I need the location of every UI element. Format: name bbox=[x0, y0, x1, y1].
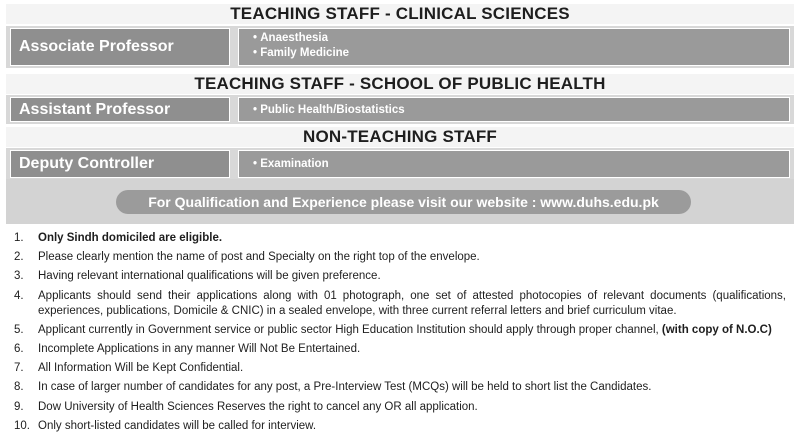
specialty-item: • Public Health/Biostatistics bbox=[253, 103, 789, 118]
specialty-item: • Anaesthesia bbox=[253, 31, 789, 46]
job-advertisement bbox=[6, 0, 794, 445]
list-item bbox=[14, 361, 786, 376]
list-item bbox=[14, 269, 786, 284]
position-row bbox=[6, 148, 794, 180]
section-title-non-teaching-staff: NON-TEACHING STAFF bbox=[6, 127, 794, 147]
specialty-item: • Examination bbox=[253, 157, 789, 172]
item-number: 8. bbox=[14, 381, 24, 394]
section-title-school-of-public-health: TEACHING STAFF - SCHOOL OF PUBLIC HEALTH bbox=[6, 74, 794, 94]
position-row bbox=[6, 95, 794, 124]
website-banner: For Qualification and Experience please visit our website : www.duhs.edu.pk bbox=[116, 190, 691, 214]
list-item bbox=[14, 323, 786, 338]
specialty-list bbox=[238, 28, 790, 66]
item-number: 2. bbox=[14, 251, 24, 264]
item-number: 7. bbox=[14, 362, 24, 375]
item-text-container bbox=[38, 323, 786, 338]
item-text: Applicants should send their applications along with 01 photograph, one set of attested photocopies of relevant documents (qualifications, experiences, publications, Domicile & CNIC) in a sealed envelope, with three current referral letters and brief curriculum vitae. bbox=[38, 289, 786, 317]
specialty-item: • Family Medicine bbox=[253, 46, 789, 61]
list-item bbox=[14, 289, 786, 319]
item-text: Only short-listed candidates will be called for interview. bbox=[38, 419, 317, 432]
item-text: Incomplete Applications in any manner Will Not Be Entertained. bbox=[38, 342, 361, 355]
item-text: Having relevant international qualifications will be given preference. bbox=[38, 270, 381, 283]
specialty-list bbox=[238, 150, 790, 178]
post-name: Assistant Professor bbox=[10, 97, 230, 122]
list-item bbox=[14, 342, 786, 357]
list-item bbox=[14, 250, 786, 265]
item-text: All Information Will be Kept Confidential. bbox=[38, 362, 244, 375]
item-text: Please clearly mention the name of post and Specialty on the right top of the envelope. bbox=[38, 251, 480, 264]
item-number: 10. bbox=[14, 419, 30, 432]
item-number: 9. bbox=[14, 400, 24, 413]
post-name: Associate Professor bbox=[10, 28, 230, 66]
post-name: Deputy Controller bbox=[10, 150, 230, 178]
item-number: 4. bbox=[14, 289, 24, 302]
item-emphasis: (with copy of N.O.C) bbox=[661, 323, 772, 336]
item-number: 3. bbox=[14, 270, 24, 283]
list-item bbox=[14, 419, 786, 434]
item-number: 5. bbox=[14, 323, 24, 336]
item-text: Only Sindh domiciled are eligible. bbox=[38, 232, 223, 244]
list-item bbox=[14, 231, 786, 246]
item-text: In case of larger number of candidates for any post, a Pre-Interview Test (MCQs) will be held to short list the Candidates. bbox=[38, 381, 652, 394]
specialty-list bbox=[238, 97, 790, 122]
website-banner-band bbox=[6, 179, 794, 224]
item-number: 1. bbox=[14, 232, 24, 244]
terms-list bbox=[14, 231, 786, 438]
item-text: Applicant currently in Government service or public sector High Education Institution should apply through proper channel, bbox=[38, 323, 659, 336]
list-item bbox=[14, 380, 786, 395]
item-number: 6. bbox=[14, 342, 24, 355]
item-text: Dow University of Health Sciences Reserves the right to cancel any OR all application. bbox=[38, 400, 478, 413]
position-row bbox=[6, 26, 794, 68]
list-item bbox=[14, 400, 786, 415]
section-title-clinical-sciences: TEACHING STAFF - CLINICAL SCIENCES bbox=[6, 4, 794, 24]
